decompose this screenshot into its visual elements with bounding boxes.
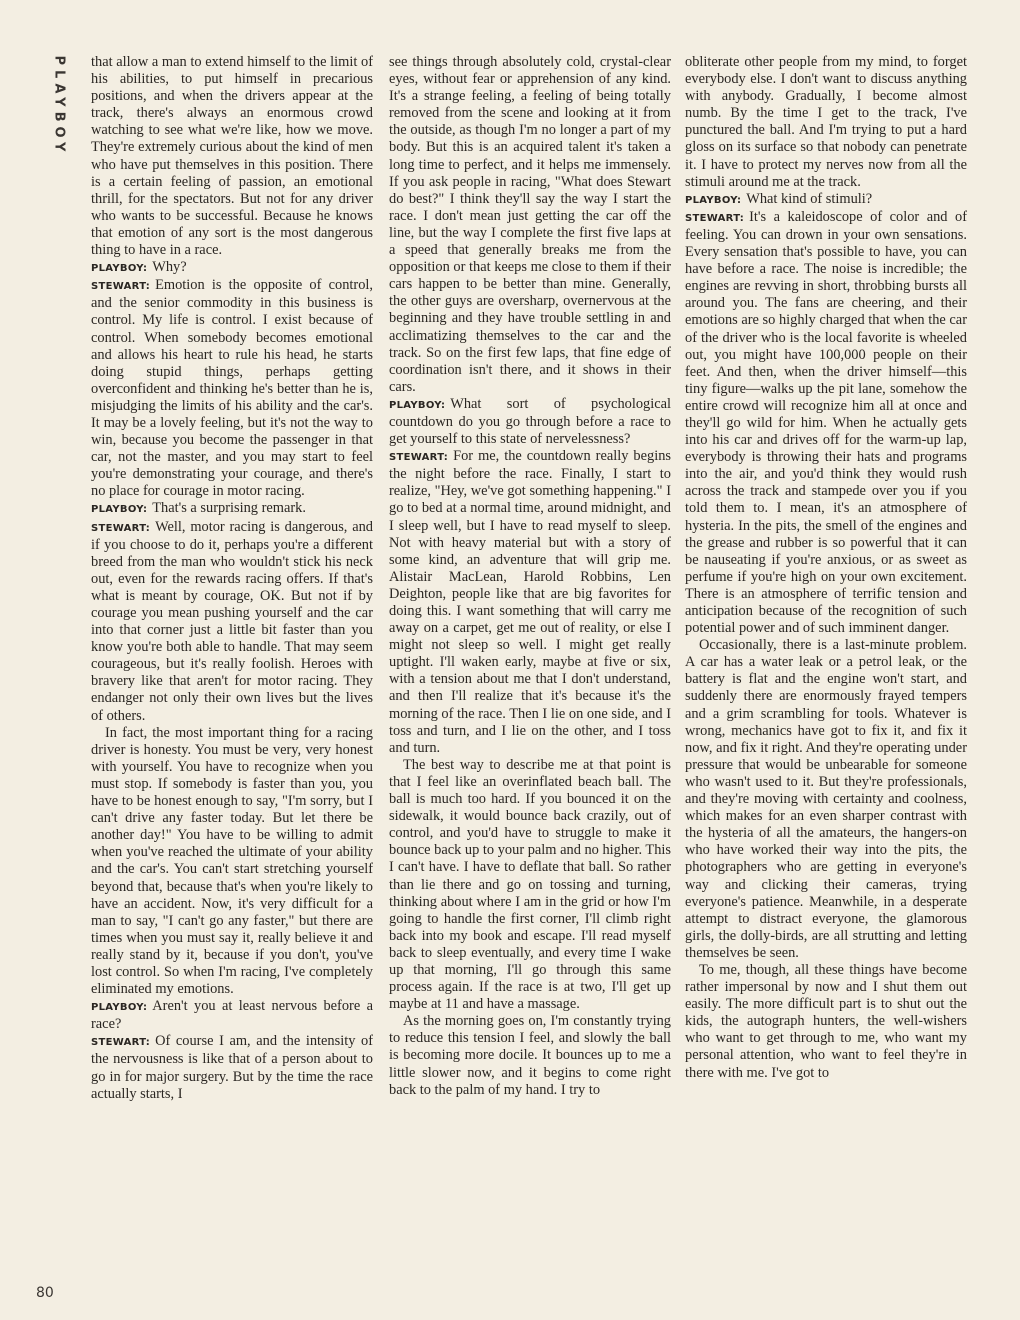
- paragraph: [389, 54, 671, 396]
- text-column-1: [91, 54, 373, 1304]
- speaker-label: PLAYBOY:: [91, 1002, 148, 1014]
- interview-exchange: [685, 209, 967, 637]
- paragraph-text: For me, the countdown really begins the night before the race. Finally, I start to realize, "Hey, we've got something happening." I go to bed at a normal time, around midnight, and I sleep well, but I have to read myself to sleep. Not with heavy material but with a story of some kind, an adventure that will grip me. Alistair MacLean, Harold Robbins, Len Deighton, people like that are big favorites for doing this. I want something that will carry me away on a carpet, get me out of reality, or else I might not sleep so well. I might get really uptight. I'll waken early, maybe at five or six, with a tension about me that I don't understand, and then I'll realize that it's because it's the morning of the race. Then I lie on one side, and I toss and turn, and I lie on the other, and I toss and turn.: [389, 448, 671, 756]
- paragraph: [389, 757, 671, 1013]
- paragraph-text: Occasionally, there is a last-minute problem. A car has a water leak or a petrol leak, or the battery is flat and the engine won't start, and suddenly there are enormously frayed tempers and a grim scrambling for tools. Whatever is wrong, mechanics have got to fix it, and fix it now, and fix it right. And they're operating under pressure that would be unbearable for someone who wasn't used to it. But they're professionals, and they're moving with certainty and coolness, which makes for an even sharper contrast with the hysteria of all the amateurs, the hangers-on who have worked their way into the pits, the photographers who are getting in everyone's way and clicking their cameras, trying everyone's patience. Meanwhile, in a desperate attempt to distract everyone, the glamorous girls, the dolly-birds, are all strutting and letting themselves be seen.: [685, 637, 967, 961]
- paragraph: [685, 962, 967, 1082]
- paragraph-text: In fact, the most important thing for a racing driver is honesty. You must be very, very honest with yourself. You have to recognize when you must stop. If somebody is faster than you, you have to be honest enough to say, "I'm sorry, but I can't drive any faster today. But let there be another day!" You have to be willing to admit when you've reached the ultimate of your ability and the car's. You can't start stretching yourself beyond that, because that's when you're likely to have an accident. Now, it's very difficult for a man to say, "I can't go any faster," but there are times when you must say it, really believe it and really stand by it, because if you don't, you've lost control. So when I'm racing, I've completely eliminated my emotions.: [91, 724, 373, 998]
- speaker-label: STEWART:: [685, 212, 745, 224]
- paragraph: [685, 54, 967, 191]
- speaker-label: STEWART:: [91, 1037, 151, 1049]
- speaker-label: STEWART:: [389, 452, 449, 464]
- text-column-2: [389, 54, 671, 1304]
- speaker-label: PLAYBOY:: [389, 399, 446, 411]
- interview-exchange: [389, 448, 671, 757]
- paragraph-text: that allow a man to extend himself to the limit of his abilities, to put himself in precarious positions, and when the drivers appear at the track, there's always an enormous crowd watching to see what we're like, how we move. They're extremely curious about the kind of men who have put themselves in this position. There is a certain feeling of passion, an emotional thrill, for the spectators. But not for any driver who wants to be successful. Because he knows that emotion of any sort is the most dangerous thing to have in a race.: [91, 54, 373, 259]
- speaker-label: STEWART:: [91, 522, 151, 534]
- interview-exchange: [91, 519, 373, 725]
- paragraph-text: What sort of psychological countdown do you go through before a race to get yourself to this state of nervelessness?: [389, 395, 671, 448]
- interview-exchange: [91, 277, 373, 500]
- paragraph-text: To me, though, all these things have become rather impersonal by now and I shut them out easily. The more difficult part is to shut out the kids, the autograph hunters, the well-wishers who want to get through to me, who want my personal attention, who want to feel they're in there with me. I've got to: [685, 961, 967, 1081]
- paragraph-text: The best way to describe me at that point is that I feel like an overinflated beach ball. The ball is much too hard. If you bounced it on the sidewalk, it would bounce back crazily, out of control, and you'd have to struggle to make it bounce back up to your palm and no higher. This I can't have. I have to deflate that ball. So rather than lie there and go on tossing and turning, thinking about where I am in the grid or how I'm going to handle the first corner, I'll climb right back into my book and escape. I'll read myself back to sleep eventually, and every time I wake up that morning, I'll go through this same process again. If the race is at two, I'll get up maybe at 11 and have a massage.: [389, 756, 671, 1013]
- paragraph-text: Well, motor racing is dangerous, and if you choose to do it, perhaps you're a different breed from the man who wouldn't stick his neck out, even for the rewards racing offers. If that's what is meant by courage, OK. But not if by courage you mean pushing yourself and the car into that corner just a little bit faster than you know you're both able to handle. That may seem courageous, but it's really foolish. Heroes with bravery like that aren't for motor racing. They endanger not only their own lives but the lives of others.: [91, 518, 373, 724]
- paragraph-text: Why?: [152, 259, 187, 276]
- paragraph-text: Of course I am, and the intensity of the nervousness is like that of a person about to go in for major surgery. But by the time the race actually starts, I: [91, 1033, 373, 1102]
- paragraph-text: Aren't you at least nervous before a race?: [91, 998, 373, 1033]
- interview-exchange: [91, 500, 373, 518]
- interview-exchange: [685, 191, 967, 209]
- paragraph-text: obliterate other people from my mind, to forget everybody else. I don't want to discuss anything with anybody. Gradually, I become almost numb. By the time I get to the track, I've punctured the ball. And I'm trying to put a hard gloss on its surface so that nobody can penetrate it. I have to protect my nerves now from all the stimuli around me at the track.: [685, 54, 967, 190]
- paragraph-text: What kind of stimuli?: [746, 190, 873, 207]
- paragraph-text: As the morning goes on, I'm constantly trying to reduce this tension I feel, and slowly the ball is becoming more docile. It bounces up to me a little slower now, and it begins to come right back to the palm of my hand. I try to: [389, 1013, 671, 1098]
- paragraph: [91, 54, 373, 259]
- paragraph-text: It's a kaleidoscope of color and of feeling. You can drown in your own sensations. Every sensation that's possible to have, you can have before a race. The noise is incredible; the engines are revving in short, throbbing bursts all around you. The fans are cheering, and their emotions are so highly charged that when the car of the driver who is the local favorite is wheeled out, you might have 100,000 people on their feet. And then, when the driver himself—this tiny figure—walks up the pit lane, somehow the entire crowd will recognize him all at once and they'll go wild for him. When he actually gets into his car and drives off for the warm-up lap, everybody is throwing their hats and programs into the air, and you'd think they would rush across the track and stampede over you if you told them to. I mean, it's an atmosphere of hysteria. In the pits, the smell of the engines and the grease and rubber is so powerful that it can be nauseating if you're anxious, or as sweet as perfume if you're high on your own excitement. There is an atmosphere of terrific tension and anticipation because of the recognition of such potential power and of such imminent danger.: [685, 208, 967, 637]
- paragraph: [91, 725, 373, 999]
- paragraph: [389, 1013, 671, 1098]
- interview-exchange: [91, 998, 373, 1033]
- speaker-label: STEWART:: [91, 281, 151, 293]
- magazine-logo-vertical: [44, 26, 74, 186]
- speaker-label: PLAYBOY:: [91, 504, 148, 516]
- paragraph-text: Emotion is the opposite of control, and the senior commodity in this business is control. My life is control. I exist because of control. When somebody becomes emotional and allows his heart to rule his head, he starts doing stupid things, perhaps getting overconfident and thinking he's better than he is, misjudging the limits of his ability and the car's. It may be a lovely feeling, but it's not the way to win, because you become the passenger in that car, not the master, and you may start to feel you're demonstrating your courage, and there's no place for courage in motor racing.: [91, 277, 373, 500]
- paragraph-text: That's a surprising remark.: [152, 500, 306, 517]
- page-number: 80: [36, 1285, 54, 1301]
- paragraph: [685, 637, 967, 962]
- speaker-label: PLAYBOY:: [685, 194, 742, 206]
- magazine-name: PLAYBOY: [51, 55, 67, 157]
- text-column-3: [685, 54, 967, 1304]
- interview-exchange: [91, 259, 373, 277]
- interview-exchange: [91, 1033, 373, 1102]
- interview-exchange: [389, 396, 671, 448]
- paragraph-text: see things through absolutely cold, crystal-clear eyes, without fear or apprehension of any kind. It's a strange feeling, a feeling of being totally removed from the scene and looking at it from the outside, as though I'm no longer a part of my body. But this is an acquired talent it's taken a long time to perfect, and it helps me immensely. If you ask people in racing, "What does Stewart do best?" I think they'll say the way I start the race. I don't mean just getting the car off the line, but the way I complete the first five laps at a speed that generally breaks me from the opposition or that keeps me close to them if their cars happen to be better than mine. Generally, the other guys are oversharp, overnervous at the beginning and they have trouble settling in and acclimatizing themselves to the car and the track. So on the first few laps, that fine edge of coordination isn't there, and it shows in their cars.: [389, 54, 671, 395]
- speaker-label: PLAYBOY:: [91, 263, 148, 275]
